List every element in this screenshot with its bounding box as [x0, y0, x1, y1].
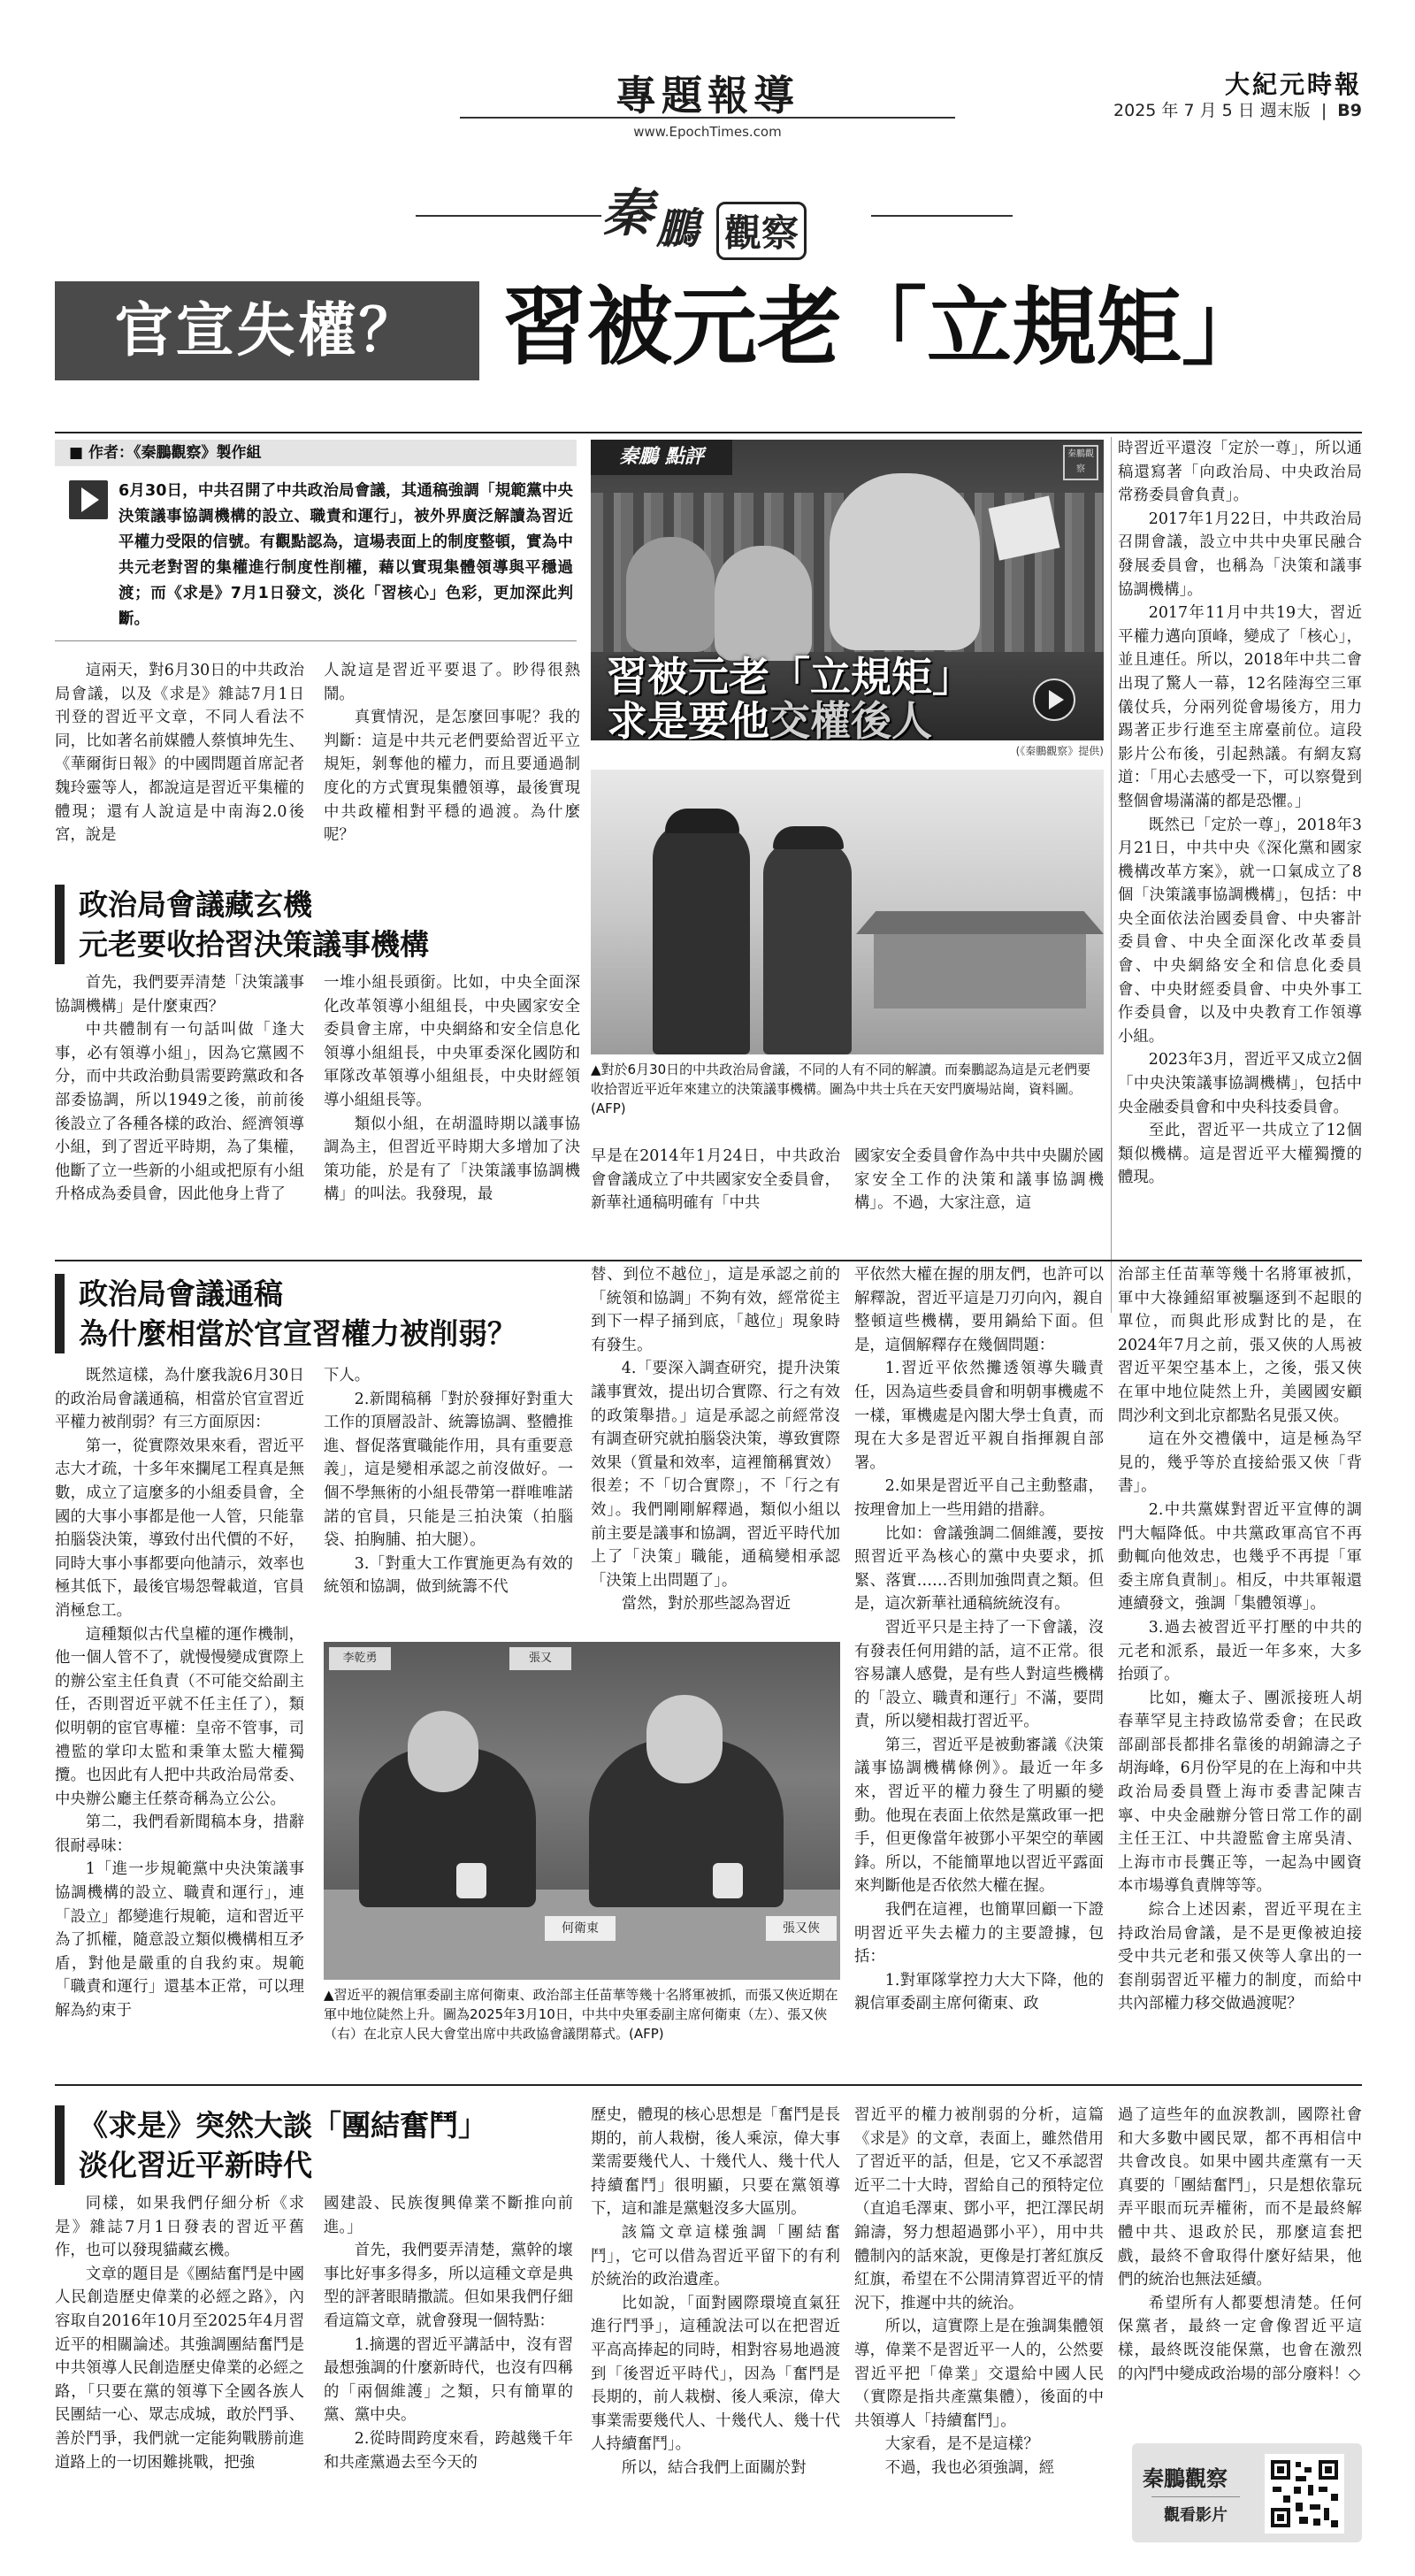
section-1-line-1: 政治局會議藏玄機: [79, 887, 312, 922]
photo-soldiers: [591, 770, 1104, 1054]
section-heading-3: [55, 2105, 577, 2185]
soldier-right-cap: [773, 826, 844, 849]
article-col-c: 時習近平還沒「定於一尊」，所以通稿還寫著「向政治局、中央政治局常務委員會負責」。 2017年1月22日，中共政治局召開會議，設立中共中央軍民融合發展委員會，也稱為「決策和議事協調機構」。 2017年11月中共19大，習近平權力邁向頂峰，變成了「核心」，並且連任。所以，2018年中共二會出現了驚人一幕，12名陸海空三軍儀仗兵，分兩列從會場後方，用力踢著正步行進至主席臺前位。這段影片公布後，引起熱議。有網友寫道：「用心去感受一下，可以察覺到整個會場滿滿的都是恐懼。」 既然已「定於一尊」，2018年3月21日，中共中央《深化黨和國家機構改革方案》，就一口氣成立了8個「決策議事協調機構」，包括：中央全面依法治國委員會、中央審計委員會、中央全面深化改革委員會、中央網絡安全和信息化委員會、中央財經委員會、中央外事工作委員會，以及中央教育工作領導小組。 2023年3月，習近平又成立2個「中央決策議事協調機構」，包括中央金融委員會和中央科技委員會。 至此，習近平一共成立了12個類似機構。這是習近平大權獨攬的體現。: [1118, 440, 1362, 1187]
thumbnail-title-1: 習被元老「立規矩」: [607, 653, 973, 701]
article-col-f2: 國建設、民族復興偉業不斷推向前進。」 首先，我們要弄清楚，黨幹的壞事比好事多得多，所以這種文章是典型的評著眼睛撒謊。但如果我們仔細看這篇文章，就會發現一個特點： 1.摘選的習近平講話中，沒有習最想強調的什麼新時代，也沒有四稱的「兩個維護」之類，只有簡單的黨、黨中央。 2.從時間跨度來看，跨越幾千年和共產黨過去至今天的: [324, 2195, 573, 2472]
general-left-head: [408, 1711, 478, 1792]
placard-3: 何衛東: [545, 1916, 616, 1941]
issue-info: [1026, 97, 1362, 121]
thumbnail-logo: 秦鵬觀察: [1063, 445, 1098, 480]
gate-building: [874, 929, 1086, 1008]
article-col-d4: 平依然大權在握的朋友們，也許可以解釋說，習近平這是刀刃向內，親自整頓這些機構，要用鍋給下面。但是，這個解釋存在幾個問題： 1.習近平依然攤透領導失職責任，因為這些委員會和明朝事機處不一樣，軍機處是內閣大學士負責，而現在大多是習近平親自指揮親自部署。 2.如果是習近平自己主動整肅，按理會加上一些用錯的措辭。 比如：會議強調二個維護，要按照習近平為核心的黨中央要求，抓緊、落實……否則加強問責之類。但是，這次新華社通稿統統沒有。 習近平只是主持了一下會議，沒有發表任何用錯的話，這不正常。很容易讓人感覺，是有些人對這些機構的「設立、職責和運行」不滿，要問責，所以變相裁打習近平。 第三，習近平是被動審議《決策議事協調機構條例》。最近一年多來，習近平的權力發生了明顯的變動。他現在表面上依然是黨政軍一把手，但更像當年被鄧小平架空的華國鋒。所以，不能簡單地以習近平露面來判斷他是否依然大權在握。 我們在這裡，也簡單回顧一下證明習近平失去權力的主要證據，包括： 1.對軍隊掌控力大大下降，他的親信軍委副主席何衛東、政: [854, 1266, 1104, 2013]
photo-soldiers-caption: ▲對於6月30日的中共政治局會議，不同的人有不同的解讀。而秦鵬認為這是元老們要收拾習近平近年來建立的決策議事機構。圖為中共士兵在天安門廣場站崗，資料圖。(AFP): [591, 1062, 1091, 1116]
video-thumbnail[interactable]: [591, 440, 1104, 740]
logo-rule-right: [871, 215, 1013, 217]
article-col-f5: 過了這些年的血淚教訓，國際社會和大多數中國民眾，都不再相信中共會改良。如果中國共產黨有一天真要的「團結奮鬥」，只是想依靠玩弄平眼而玩弄權術，而不是最終解體中共、退政於民，那麼這套把戲，最終不會取得什麼好結果，他們的統治也無法延續。 希望所有人都要想清楚。任何保黨者，最終一定會像習近平這樣，最終既沒能保黨，也會在激烈的內鬥中變成政治場的部分廢料！◇: [1118, 2106, 1362, 2383]
section-break-1: [55, 1260, 1362, 1261]
headline-main: 習被元老「立規矩」: [502, 277, 1266, 377]
section-heading-2: [55, 1274, 550, 1353]
column-logo: [601, 165, 876, 253]
lead-box: [55, 472, 577, 641]
qr-code-icon[interactable]: [1265, 2454, 1344, 2534]
article-col-b1: 首先，我們要弄清楚「決策議事協調機構」是什麼東西？ 中共體制有一句話叫做「逢大事，必有領導小組」，因為它黨國不分，而中共政治動員需要跨黨政和各部委協調，所以1949之後，前前後後設立了各種各樣的政治、經濟領導小組，到了習近平時期，為了集權，他斷了立一些新的小組或把原有小組升格成為委員會，因此他身上背了: [55, 974, 304, 1204]
portrait-right: [830, 473, 980, 650]
thumbnail-title-2a: 求是要他: [607, 697, 769, 740]
gate-roof: [856, 911, 1104, 934]
section-2-line-2: 為什麼相當於官宣習權力被削弱？: [79, 1316, 516, 1351]
article-col-b2: 一堆小組長頭銜。比如，中央全面深化改革領導小組組長，中央國家安全委員會主席，中央網絡和安全信息化領導小組組長，中央軍委深化國防和軍隊改革領導小組組長，中央財經領導小組組長等。 類似小組，在胡溫時期以議事協調為主，但習近平時期大多增加了決策功能，於是有了「決策議事協調機構」的叫法。我發現，最: [324, 974, 580, 1204]
thumbnail-title-2: [607, 689, 932, 740]
teacup-right: [713, 1863, 743, 1898]
masthead-rule: [460, 117, 955, 119]
logo-tag: 觀察: [716, 202, 807, 260]
article-col-d3: 替、到位不越位」，這是承認之前的「統領和協調」不夠有效，經常從主到下一桿子捅到底，「越位」現象時有發生。 4.「要深入調查研究，提升決策議事實效，提出切合實際、行之有效的政策舉措。」這是承認之前經常沒有調查研究就拍腦袋決策，導致實際效果（質量和效率，這裡簡稱實效）很差；不「切合實際」，不「行之有效」。我們剛剛解釋過，類似小組以前主要是議事和協調，習近平時代加上了「決策」職能，通稿變相承認「決策上出問題了」。 當然，對於那些認為習近: [591, 1266, 840, 1614]
article-col-a1: 這兩天，對6月30日的中共政治局會議，以及《求是》雜誌7月1日刊登的習近平文章，不同人看法不同，比如著名前媒體人蔡慎坤先生、《華爾街日報》的中國問題首席記者魏玲靈等人，都說這是習近平集權的體現；還有人說這是中南海2.0後宮，說是: [55, 662, 304, 845]
website-url[interactable]: www.EpochTimes.com: [633, 124, 782, 140]
article-col-b3: 早是在2014年1月24日，中共政治會會議成立了中共國家安全委員會，新華社通稿明確有「中共: [591, 1147, 840, 1213]
general-right-head: [646, 1695, 723, 1783]
page-divider: |: [1320, 101, 1327, 120]
photo-generals: [324, 1642, 840, 1980]
thumbnail-badge: 秦鵬 點評: [591, 440, 732, 475]
column-divider-right: [1111, 437, 1112, 1313]
article-col-f1: 同樣，如果我們仔細分析《求是》雜誌7月1日發表的習近平舊作，也可以發現貓藏玄機。 文章的題目是《團結奮鬥是中國人民創造歷史偉業的必經之路》，內容取自2016年10月至2025年4月習近平的相關論述。其強調團結奮鬥是中共領導人民創造歷史偉業的必經之路，「只要在黨的領導下全國各族人民團結一心、眾志成城，敢於鬥爭、善於鬥爭，我們就一定能夠戰勝前進道路上的一切困難挑戰，把強: [55, 2195, 304, 2472]
article-col-e1: 治部主任苗華等幾十名將軍被抓，軍中大祿鍾紹軍被驅逐到不起眼的單位，而與此形成對比的是，在2024年7月之前，張又俠的人馬被習近平架空基本上，之後，張又俠在軍中地位陡然上升，美國國安顧問沙利文到北京都點名見張又俠。 這在外交禮儀中，這是極為罕見的，幾乎等於直接給張又俠「背書」。 2.中共黨媒對習近平宣傳的調門大幅降低。中共黨政軍高官不再動輒向他效忠，也幾乎不再提「軍委主席負責制」。相反，中共軍報還連續發文，強調「集體領導」。 3.過去被習近平打壓的中共的元老和派系，最近一年多來，大多抬頭了。 比如，癱太子、團派接班人胡春華罕見主持政協常委會；在民政部副部長都排名靠後的胡錦濤之子胡海峰，6月份罕見的在上海和中共政治局委員暨上海市委書記陳吉寧、中央金融辦分管日常工作的副主任王江、中共證監會主席吳清、上海市市長龔正等，一起為中國資本市場導負責牌等等。 綜合上述因素，習近平現在主持政治局會議，是不是更像被迫接受中共元老和張又俠等人拿出的一套削弱習近平權力的制度，而給中共內部權力移交做過渡呢？: [1118, 1266, 1362, 2013]
section-1-line-2: 元老要收拾習決策議事機構: [79, 927, 429, 962]
soldier-right: [763, 840, 852, 1054]
portrait-left: [626, 537, 715, 652]
thumbnail-credit: (《秦鵬觀察》提供): [1015, 745, 1104, 757]
thumbnail-title-2b: 交權後人: [769, 697, 932, 740]
section-3-line-1: 《求是》突然大談「團結奮鬥」: [79, 2108, 487, 2143]
lead-text: 6月30日，中共召開了中共政治局會議，其通稿強調「規範黨中央決策議事協調機構的設立、職責和運行」，被外界廣泛解讀為習近平權力受限的信號。有觀點認為，這場表面上的制度整頓，實為中共元老對習的集權進行制度性削權，藉以實現集體領導與平穩過渡；而《求是》7月1日發文，淡化「習核心」色彩，更加深此判斷。: [119, 482, 573, 628]
video-play-icon[interactable]: [1033, 678, 1075, 721]
article-col-f3: 歷史，體現的核心思想是「奮鬥是長期的，前人栽樹，後人乘涼，偉大事業需要幾代人、十幾代人、幾十代人持續奮鬥」很明顯，只要在黨領導下，這和誰是黨魁沒多大區別。 該篇文章這樣強調「團結奮鬥」，它可以借為習近平留下的有利於統治的政治遺產。 比如說，「面對國際環境直氣狂進行鬥爭」，這種說法可以在把習近平高高捧起的同時，相對容易地過渡到「後習近平時代」，因為「奮鬥是長期的，前人栽樹、後人乘涼，偉大事業需要幾代人、十幾代人、幾十代人持續奮鬥」。 所以，結合我們上面關於對: [591, 2106, 840, 2477]
top-band-rule: [55, 432, 1362, 433]
placard-2: 張又: [509, 1647, 571, 1670]
play-arrow-icon: [69, 480, 108, 519]
article-col-d1: 既然這樣，為什麼我說6月30日的政治局會議通稿，相當於官宣習近平權力被削弱？有三方面原因： 第一，從實際效果來看，習近平志大才疏，十多年來攔尾工程真是無數，成立了這麼多的小組委員會，全國的大事小事都是他一人管，只能靠拍腦袋決策，導致付出代價的不好，同時大事小事都要向他請示，效率也極其低下，最後官場怨聲載道，官員消極怠工。 這種類似古代皇權的運作機制，他一個人管不了，就慢慢變成實際上的辦公室主任負責（不可能交給副主任，否則習近平就不任主任了），類似明朝的宦官專權：皇帝不管事，司禮監的掌印太監和秉筆太監大權獨攬。也因此有人把中共政治局常委、中央辦公廳主任蔡奇稱為立公公。 第二，我們看新聞稿本身，措辭很耐尋味： 1「進一步規範黨中央決策議事協調機構的設立、職責和運行」，連「設立」都變進行規範，這和習近平為了抓權，隨意設立類似機構相互矛盾，對他是嚴重的自我約束。規範「職責和運行」還基本正常，可以理解為約束于: [55, 1367, 304, 2020]
promo-subtitle: 觀看影片: [1151, 2496, 1240, 2526]
page-number: B9: [1337, 101, 1362, 120]
section-3-line-2: 淡化習近平新時代: [79, 2148, 312, 2182]
placard-1: 李乾勇: [329, 1647, 391, 1670]
section-title: 專題報導: [616, 72, 799, 119]
issue-date: 2025 年 7 月 5 日 週末版: [1113, 101, 1311, 120]
placard-4: 張又俠: [766, 1916, 837, 1941]
logo-rule-left: [416, 215, 601, 217]
soldier-left: [653, 823, 750, 1054]
soldier-left-cap: [665, 809, 739, 833]
portrait-mid: [715, 546, 812, 661]
logo-char-2: 鵬: [656, 204, 700, 254]
paper-logo: 大紀元時報: [1224, 70, 1362, 99]
article-col-a2: 人說這是習近平要退了。眇得很熱鬧。 真實情況，是怎麼回事呢？我的判斷：這是中共元老們要給習近平立規矩，剝奪他的權力，而且要通過制度化的方式實現集體領導，最後實現中共政權相對平穩的過渡。為什麼呢？: [324, 662, 580, 845]
article-col-f4: 習近平的權力被削弱的分析，這篇《求是》的文章，表面上，雖然借用了習近平的話，但是，它又不承認習近平二十大時，習給自己的預特定位（直追毛澤東、鄧小平，把江澤民胡錦濤，努力想超過鄧小平），用中共體制內的話來說，更像是打著紅旗反紅旗，希望在不公開清算習近平的情況下，推遲中共的統治。 所以，這實際上是在強調集體領導，偉業不是習近平一人的，公然要習近平把「偉業」交還給中國人民（實際是指共產黨集體），後面的中共領導人「持續奮鬥」。 大家看，是不是這樣？ 不過，我也必須強調，經: [854, 2106, 1104, 2477]
section-2-line-1: 政治局會議通稿: [79, 1276, 283, 1311]
promo-title: 秦鵬觀察: [1143, 2466, 1228, 2491]
photo-generals-caption: ▲習近平的親信軍委副主席何衛東、政治部主任苗華等幾十名將軍被抓，而張又俠近期在軍中地位陡然上升。圖為2025年3月10日，中共中央軍委副主席何衛東（左）、張又俠（右）在北京人民大會堂出席中共政協會議閉幕式。(AFP): [324, 1987, 838, 2042]
section-break-2: [55, 2084, 1362, 2086]
headline-question: 官宣失權？: [55, 281, 479, 380]
article-col-d2: 下人。 2.新聞稿稱「對於發揮好對重大工作的頂層設計、統籌協調、整體推進、督促落實職能作用，具有重要意義」，這是變相承認之前沒做好。一個不學無術的小組長帶第一群唯唯諾諾的官員，只能是三拍決策（拍腦袋、拍胸脯、拍大腿）。 3.「對重大工作實施更為有效的統領和協調，做到統籌不代: [324, 1367, 573, 1597]
logo-char-1: 秦: [601, 183, 654, 243]
video-promo-box[interactable]: [1132, 2443, 1362, 2542]
article-col-b4: 國家安全委員會作為中共中央關於國家安全工作的決策和議事協調機構」。不過，大家注意，這: [854, 1147, 1104, 1213]
teacup-left: [456, 1863, 486, 1898]
byline: ■ 作者：《秦鵬觀察》製作組: [55, 440, 577, 466]
section-heading-1: [55, 885, 585, 964]
